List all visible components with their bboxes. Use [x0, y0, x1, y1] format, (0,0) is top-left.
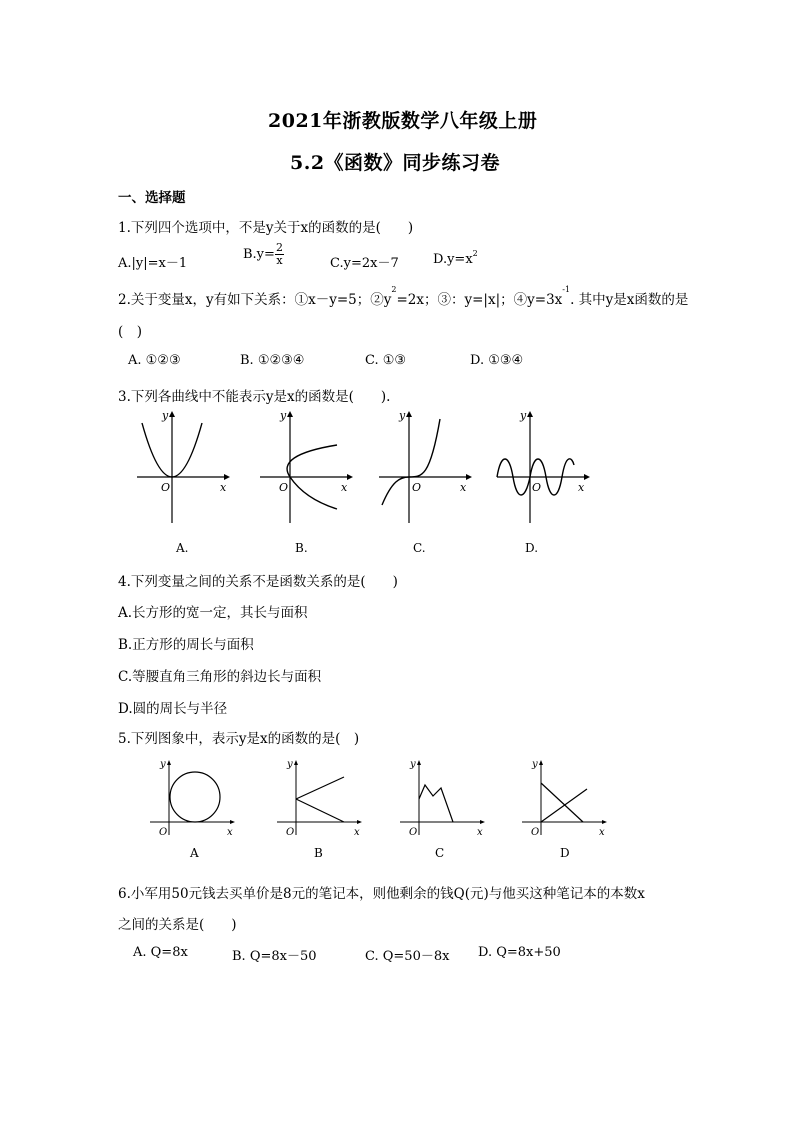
y-axis-label: y	[160, 759, 166, 770]
y-axis-arrow	[294, 760, 298, 765]
question-4-option-c: C.等腰直角三角形的斜边长与面积	[118, 669, 322, 685]
q5-graph-b	[272, 755, 367, 840]
x-axis-label: x	[460, 481, 467, 494]
y-axis-label: y	[280, 409, 287, 422]
exponent: 2	[391, 285, 397, 294]
question-1-option-a: A.|y|=x－1	[118, 256, 188, 271]
question-1-stem: 1.下列四个选项中，不是y关于x的函数的是( )	[118, 220, 414, 236]
x-axis-label: x	[220, 481, 227, 494]
stem-part-2: =2x；③：y=|x|；④y=3x	[396, 292, 563, 308]
x-axis-arrow	[230, 820, 235, 824]
x-axis-arrow	[224, 474, 230, 480]
y-axis-label: y	[399, 409, 406, 422]
q3-graph-d-label: D.	[525, 541, 539, 555]
page-subtitle: 5.2《函数》同步练习卷	[290, 152, 501, 174]
origin-label: O	[531, 827, 540, 838]
question-3-stem: 3.下列各曲线中不能表示y是x的函数是( ).	[118, 389, 391, 405]
section-heading: 一、选择题	[118, 190, 186, 206]
x-axis-label: x	[354, 827, 360, 838]
q3-graph-d-svg	[492, 405, 592, 525]
question-2-option-d: D. ①③④	[470, 353, 524, 368]
question-6-stem-line1: 6.小军用50元钱去买单价是8元的笔记本，则他剩余的钱Q(元)与他买这种笔记本的本数x	[118, 886, 645, 902]
stem-part-1: 2.关于变量x，y有如下关系：①x－y=5；②y	[118, 292, 392, 308]
y-axis-arrow	[527, 411, 533, 417]
question-1-option-c: C.y=2x－7	[330, 256, 399, 271]
y-axis-label: y	[520, 409, 527, 422]
upper-ray	[296, 777, 344, 799]
question-1-option-d	[433, 249, 478, 267]
question-2-option-a: A. ①②③	[128, 353, 181, 368]
y-axis-label: y	[287, 759, 293, 770]
y-axis-label: y	[532, 759, 538, 770]
fraction-denominator: x	[276, 254, 283, 267]
circle-shape	[170, 772, 220, 822]
x-axis-arrow	[480, 820, 485, 824]
q5-graph-c-label: C	[435, 846, 445, 860]
origin-label: O	[161, 481, 171, 494]
origin-label: O	[279, 481, 289, 494]
q3-graph-a-svg	[132, 405, 232, 525]
q5-graph-a	[145, 755, 240, 840]
rising-line	[541, 789, 587, 822]
falling-line	[541, 783, 583, 822]
option-b-prefix: B.y=	[243, 247, 275, 262]
y-axis-label: y	[410, 759, 416, 770]
question-6-option-c: C. Q=50－8x	[365, 949, 450, 964]
question-6-option-a: A. Q=8x	[133, 945, 188, 960]
polyline-shape	[419, 785, 453, 822]
x-axis-arrow	[584, 474, 590, 480]
q3-graph-c-svg	[374, 405, 474, 525]
y-axis-arrow	[539, 760, 543, 765]
x-axis-arrow	[602, 820, 607, 824]
q5-graph-b-svg	[272, 755, 367, 840]
option-d-prefix: D.y=x	[433, 252, 473, 267]
q5-graph-c-svg	[395, 755, 490, 840]
q5-graph-d-label: D	[560, 846, 570, 860]
exponent: 2	[472, 249, 478, 258]
x-axis-arrow	[466, 474, 472, 480]
fraction-numerator: 2	[275, 241, 283, 254]
q3-graph-d	[492, 405, 592, 525]
y-axis-label: y	[162, 409, 169, 422]
question-4-stem: 4.下列变量之间的关系不是函数关系的是( )	[118, 574, 398, 590]
q3-graph-c-label: C.	[413, 541, 426, 555]
question-4-option-d: D.圆的周长与半径	[118, 701, 228, 717]
question-4-option-b: B.正方形的周长与面积	[118, 637, 254, 653]
x-axis-label: x	[599, 827, 605, 838]
question-5-stem: 5.下列图象中，表示y是x的函数的是( )	[118, 731, 360, 747]
y-axis-arrow	[167, 760, 171, 765]
q5-graph-c	[395, 755, 490, 840]
q3-graph-a-label: A.	[176, 541, 189, 555]
origin-label: O	[409, 827, 418, 838]
stem-part-3: . 其中y是x函数的是	[570, 292, 689, 308]
q3-graph-b-svg	[255, 405, 355, 525]
question-6-option-d: D. Q=8x+50	[478, 945, 561, 960]
y-axis-arrow	[169, 411, 175, 417]
x-axis-arrow	[357, 820, 362, 824]
x-axis-label: x	[578, 481, 585, 494]
origin-label: O	[286, 827, 295, 838]
q5-graph-a-label: A	[190, 846, 199, 860]
curve	[382, 419, 440, 505]
q3-graph-b	[255, 405, 355, 525]
origin-label: O	[159, 827, 168, 838]
q5-graph-a-svg	[145, 755, 240, 840]
q3-graph-c	[374, 405, 474, 525]
y-axis-arrow	[406, 411, 412, 417]
q5-graph-d	[517, 755, 612, 840]
y-axis-arrow	[417, 760, 421, 765]
x-axis-label: x	[341, 481, 348, 494]
question-2-option-c: C. ①③	[365, 353, 407, 368]
q3-graph-b-label: B.	[295, 541, 308, 555]
origin-label: O	[532, 481, 542, 494]
question-2-answer-paren: ( )	[118, 324, 143, 340]
q5-graph-d-svg	[517, 755, 612, 840]
x-axis-label: x	[227, 827, 233, 838]
question-2-stem	[118, 285, 689, 308]
question-6-stem-line2: 之间的关系是( )	[118, 917, 237, 933]
question-6-option-b: B. Q=8x－50	[232, 949, 317, 964]
x-axis-label: x	[477, 827, 483, 838]
x-axis-arrow	[347, 474, 353, 480]
y-axis-arrow	[287, 411, 293, 417]
q5-graph-b-label: B	[314, 846, 323, 860]
fraction	[275, 242, 284, 267]
question-4-option-a: A.长方形的宽一定，其长与面积	[118, 605, 308, 621]
q3-graph-a	[132, 405, 232, 525]
lower-ray	[296, 799, 344, 822]
origin-label: O	[412, 481, 422, 494]
exponent: -1	[562, 285, 571, 294]
page-title: 2021年浙教版数学八年级上册	[268, 110, 538, 132]
question-2-option-b: B. ①②③④	[240, 353, 305, 368]
question-1-option-b	[243, 242, 284, 267]
